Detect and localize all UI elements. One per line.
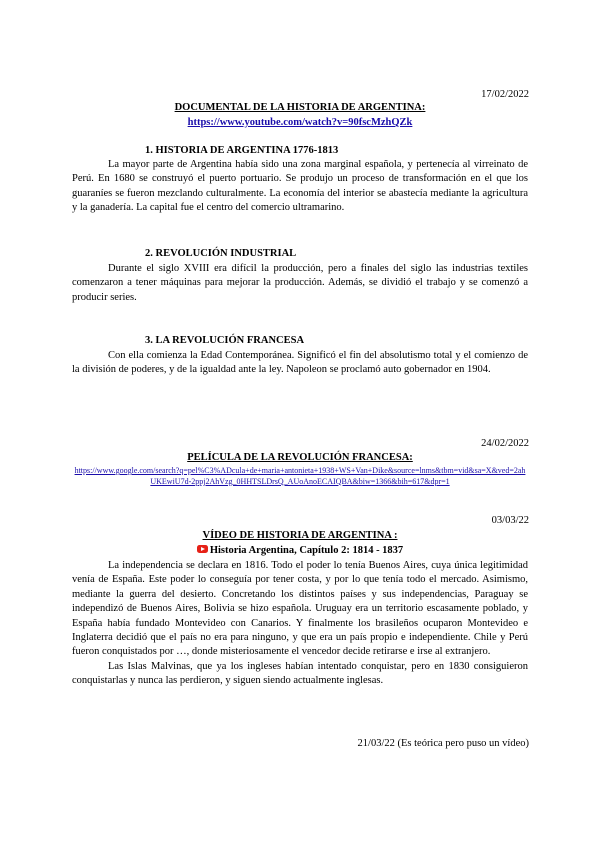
date-entry-4: 21/03/22 (Es teórica pero puso un vídeo) [357, 738, 529, 749]
video-text [72, 559, 528, 689]
youtube-icon [197, 545, 208, 553]
section-3-title: 3. LA REVOLUCIÓN FRANCESA [145, 335, 305, 346]
video-heading: VÍDEO DE HISTORIA DE ARGENTINA : [202, 530, 398, 541]
video-paragraph-2: Las Islas Malvinas, que ya los ingleses habían intentado conquistar, pero en 1830 consiguieron conquistarlas y nunca las perdieron, y siguen siendo actualmente inglesas. [72, 660, 528, 687]
section-2-paragraph: Durante el siglo XVIII era difícil la producción, pero a finales del siglo las industrias textiles comenzaron a tener máquinas para mejorar la producción. Además, se dividió el trabajo y se comenzó a producir series. [72, 263, 528, 303]
section-1-paragraph: La mayor parte de Argentina había sido una zona marginal española, y pertenecía al virreinato de Perú. En 1680 se construyó el puerto portuario. Se produjo un proceso de transformación en el que los guaraníes se fueron mezclando culturalmente. La economía del interior se abastecía mediante la agricultura y la ganadería. La capital fue el centro del comercio ultramarino. [72, 159, 528, 214]
section-1-title: 1. HISTORIA DE ARGENTINA 1776-1813 [145, 145, 339, 156]
film-heading: PELÍCULA DE LA REVOLUCIÓN FRANCESA: [187, 452, 413, 463]
section-3-text [72, 349, 528, 378]
video-subtitle: Historia Argentina, Capítulo 2: 1814 - 1837 [209, 545, 404, 556]
section-2-title: 2. REVOLUCIÓN INDUSTRIAL [145, 248, 297, 259]
documentary-link[interactable]: https://www.youtube.com/watch?v=90fscMzhQZk [187, 117, 413, 128]
date-entry-3: 03/03/22 [491, 515, 529, 526]
date-entry-1: 17/02/2022 [481, 89, 529, 100]
video-paragraph-1: La independencia se declara en 1816. Todo el poder lo tenía Buenos Aires, cuya única legitimidad venía de España. Este poder lo conseguía por tener costa, y por lo que tenía todo el mercado. Asimismo, mediante la guerra del desierto. Concretando los distintos países y sus independencias, Paraguay se independizó de Buenos Aires, Bolivia se hizo española. Uruguay era un territorio escasamente poblado, y España había fundado Montevideo con Canarios. Y finalmente los brasileños ocuparon Montevideo e Inglaterra decidió que el país no era para ninguno, y que era un país propio e independiente. Chile y Perú fueron conquistados por …, donde misteriosamente el vencedor decide retirarse e irse al extranjero. [72, 560, 528, 658]
film-link[interactable]: https://www.google.com/search?q=pel%C3%ADcula+de+maria+antonieta+1938+WS+Van+Dike&source=lnms&tbm=vid&sa=X&ved=2ahUKEwiU7d-2ppj2AhVzg_0HHTSLDrsQ_AUoAnoECAIQBA&biw=1366&bih=617&dpr=1 [74, 466, 526, 486]
section-3-paragraph: Con ella comienza la Edad Contemporánea. Significó el fin del absolutismo total y el comienzo de la división de poderes, y de la igualdad ante la ley. Napoleon se proclamó auto gobernador en 1904. [72, 350, 528, 376]
date-entry-2: 24/02/2022 [481, 438, 529, 449]
section-1-text [72, 158, 528, 216]
video-subtitle-line [72, 545, 528, 556]
documentary-heading: DOCUMENTAL DE LA HISTORIA DE ARGENTINA: [174, 102, 426, 113]
section-2-text [72, 262, 528, 305]
